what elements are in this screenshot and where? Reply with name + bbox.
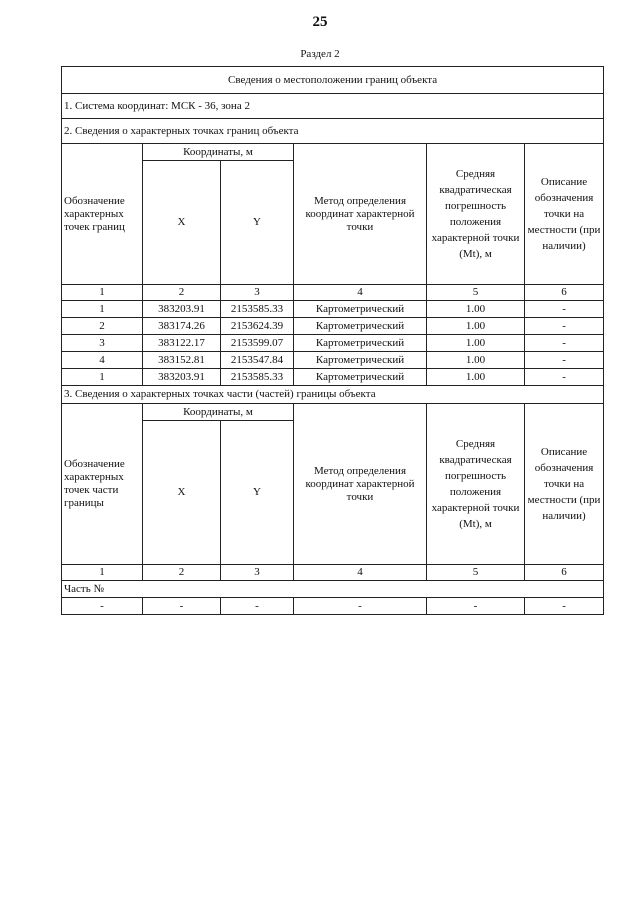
- method-value: Картометрический: [294, 301, 427, 318]
- x-value: 383203.91: [143, 369, 221, 386]
- description-header: Описание обозначения точки на местности (при наличии): [525, 404, 604, 565]
- part-cell: -: [525, 598, 604, 615]
- point-id: 1: [62, 301, 143, 318]
- table-row: [62, 318, 604, 335]
- part-cell: -: [143, 598, 221, 615]
- col-number: 2: [143, 565, 221, 581]
- method-value: Картометрический: [294, 318, 427, 335]
- error-value: 1.00: [427, 369, 525, 386]
- table-row: [62, 369, 604, 386]
- y-header: Y: [221, 161, 294, 285]
- method-value: Картометрический: [294, 335, 427, 352]
- point-id: 4: [62, 352, 143, 369]
- part-cell: -: [427, 598, 525, 615]
- y-value: 2153585.33: [221, 369, 294, 386]
- y-value: 2153585.33: [221, 301, 294, 318]
- error-value: 1.00: [427, 301, 525, 318]
- description-value: -: [525, 301, 604, 318]
- col-number: 5: [427, 565, 525, 581]
- designation-header: Обозначение характерных точек границ: [62, 144, 143, 285]
- table-row: [62, 335, 604, 352]
- x-value: 383203.91: [143, 301, 221, 318]
- boundary-table: [61, 66, 604, 615]
- col-number: 4: [294, 565, 427, 581]
- col-number: 6: [525, 565, 604, 581]
- col-number: 6: [525, 285, 604, 301]
- method-header: Метод определения координат характерной точки: [294, 144, 427, 285]
- x-value: 383122.17: [143, 335, 221, 352]
- x-header: X: [143, 421, 221, 565]
- x-value: 383174.26: [143, 318, 221, 335]
- description-value: -: [525, 352, 604, 369]
- table-row: [62, 301, 604, 318]
- part-designation-header: Обозначение характерных точек части границы: [62, 404, 143, 565]
- table-title: Сведения о местоположении границ объекта: [62, 67, 604, 94]
- description-value: -: [525, 318, 604, 335]
- page-number: 25: [312, 14, 328, 30]
- col-number: 5: [427, 285, 525, 301]
- y-value: 2153624.39: [221, 318, 294, 335]
- col-number: 3: [221, 285, 294, 301]
- part-label: Часть №: [62, 581, 604, 598]
- method-header: Метод определения координат характерной точки: [294, 404, 427, 565]
- error-value: 1.00: [427, 352, 525, 369]
- points-section-heading: 2. Сведения о характерных точках границ объекта: [62, 119, 604, 144]
- y-value: 2153599.07: [221, 335, 294, 352]
- point-id: 1: [62, 369, 143, 386]
- point-id: 2: [62, 318, 143, 335]
- coordinates-header: Координаты, м: [143, 144, 294, 161]
- table-row: [62, 598, 604, 615]
- part-cell: -: [294, 598, 427, 615]
- error-value: 1.00: [427, 318, 525, 335]
- point-id: 3: [62, 335, 143, 352]
- description-header: Описание обозначения точки на местности (при наличии): [525, 144, 604, 285]
- col-number: 2: [143, 285, 221, 301]
- x-header: X: [143, 161, 221, 285]
- col-number: 1: [62, 565, 143, 581]
- col-number: 4: [294, 285, 427, 301]
- col-number: 1: [62, 285, 143, 301]
- error-header: Средняя квадратическая погрешность положения характерной точки (Mt), м: [427, 404, 525, 565]
- description-value: -: [525, 335, 604, 352]
- error-header: Средняя квадратическая погрешность положения характерной точки (Mt), м: [427, 144, 525, 285]
- coordinate-system-row: 1. Система координат: МСК - 36, зона 2: [62, 94, 604, 119]
- method-value: Картометрический: [294, 369, 427, 386]
- table-row: [62, 352, 604, 369]
- method-value: Картометрический: [294, 352, 427, 369]
- x-value: 383152.81: [143, 352, 221, 369]
- y-header: Y: [221, 421, 294, 565]
- part-cell: -: [221, 598, 294, 615]
- section-label: Раздел 2: [300, 48, 340, 60]
- part-cell: -: [62, 598, 143, 615]
- y-value: 2153547.84: [221, 352, 294, 369]
- part-section-heading: 3. Сведения о характерных точках части (частей) границы объекта: [62, 386, 604, 404]
- col-number: 3: [221, 565, 294, 581]
- description-value: -: [525, 369, 604, 386]
- error-value: 1.00: [427, 335, 525, 352]
- coordinates-header: Координаты, м: [143, 404, 294, 421]
